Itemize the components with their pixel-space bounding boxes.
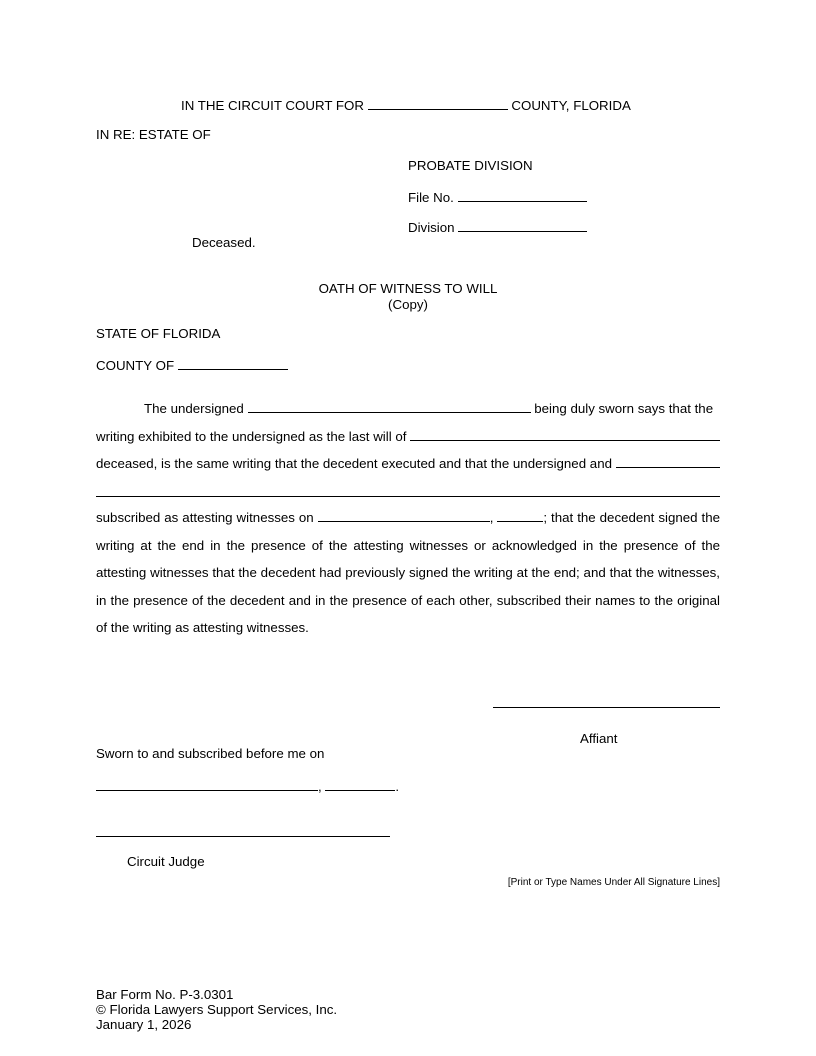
deceased-label: Deceased. — [192, 235, 256, 250]
witness-name-blank[interactable] — [616, 455, 720, 468]
division-blank[interactable] — [458, 219, 587, 232]
sworn-date-period: . — [395, 779, 400, 794]
county-row — [96, 357, 288, 374]
state-label: STATE OF FLORIDA — [96, 326, 221, 341]
sworn-year-blank[interactable] — [325, 778, 395, 791]
judge-signature-line[interactable] — [96, 836, 390, 837]
court-prefix: IN THE CIRCUIT COURT FOR — [181, 98, 364, 113]
attest-date-blank[interactable] — [318, 509, 490, 522]
in-re-label: IN RE: ESTATE OF — [96, 127, 211, 142]
file-no-row — [408, 189, 587, 206]
county-blank[interactable] — [368, 97, 508, 110]
undersigned-name-blank[interactable] — [248, 400, 531, 413]
sworn-date-row — [96, 778, 399, 795]
p2-subscribed: subscribed as attesting witnesses on — [96, 510, 314, 525]
document-subtitle: (Copy) — [388, 297, 428, 312]
file-no-blank[interactable] — [458, 189, 587, 202]
document-title: OATH OF WITNESS TO WILL — [318, 281, 498, 296]
footer-date: January 1, 2026 — [96, 1017, 192, 1032]
p1-line1 — [144, 400, 713, 417]
sworn-date-blank[interactable] — [96, 778, 318, 791]
p1-line2 — [96, 428, 720, 445]
p2-comma: , — [489, 510, 494, 525]
p1-line3 — [96, 455, 720, 472]
decedent-name-blank[interactable] — [410, 428, 720, 441]
affiant-signature-line[interactable] — [493, 707, 720, 708]
footer-form-no: Bar Form No. P-3.0301 — [96, 987, 234, 1002]
attest-year-blank[interactable] — [497, 509, 543, 522]
court-heading — [181, 97, 631, 114]
p1-undersigned: The undersigned — [144, 401, 244, 416]
p2-remaining: ; that the decedent signed the writing at the end in the presence of the attesting witnesses or acknowledged in the presence of the attesting witnesses that the decedent had previously signed the writing at the end; and that the witnesses, in the presence of the decedent and in the presence of each other, subscribed their names to the original of the writing as attesting witnesses. — [96, 510, 720, 635]
p1-executed: deceased, is the same writing that the decedent executed and that the undersigned and — [96, 456, 612, 471]
sworn-text: Sworn to and subscribed before me on — [96, 746, 325, 761]
judge-label: Circuit Judge — [127, 854, 205, 869]
division-label: Division — [408, 220, 455, 235]
county-label: COUNTY OF — [96, 358, 175, 373]
county-of-blank[interactable] — [178, 357, 288, 370]
p1-sworn: being duly sworn says that the — [534, 401, 714, 416]
footer-copyright: © Florida Lawyers Support Services, Inc. — [96, 1002, 338, 1017]
affiant-label: Affiant — [580, 731, 618, 746]
witness-name-blank-2[interactable] — [96, 496, 720, 497]
file-no-label: File No. — [408, 190, 454, 205]
division-row — [408, 219, 587, 236]
print-note: [Print or Type Names Under All Signature Lines] — [507, 877, 720, 888]
court-suffix: COUNTY, FLORIDA — [511, 98, 631, 113]
p1-last-will: writing exhibited to the undersigned as the last will of — [96, 429, 407, 444]
sworn-date-comma: , — [318, 779, 322, 794]
probate-division: PROBATE DIVISION — [408, 158, 533, 173]
p2-paragraph — [96, 504, 720, 642]
